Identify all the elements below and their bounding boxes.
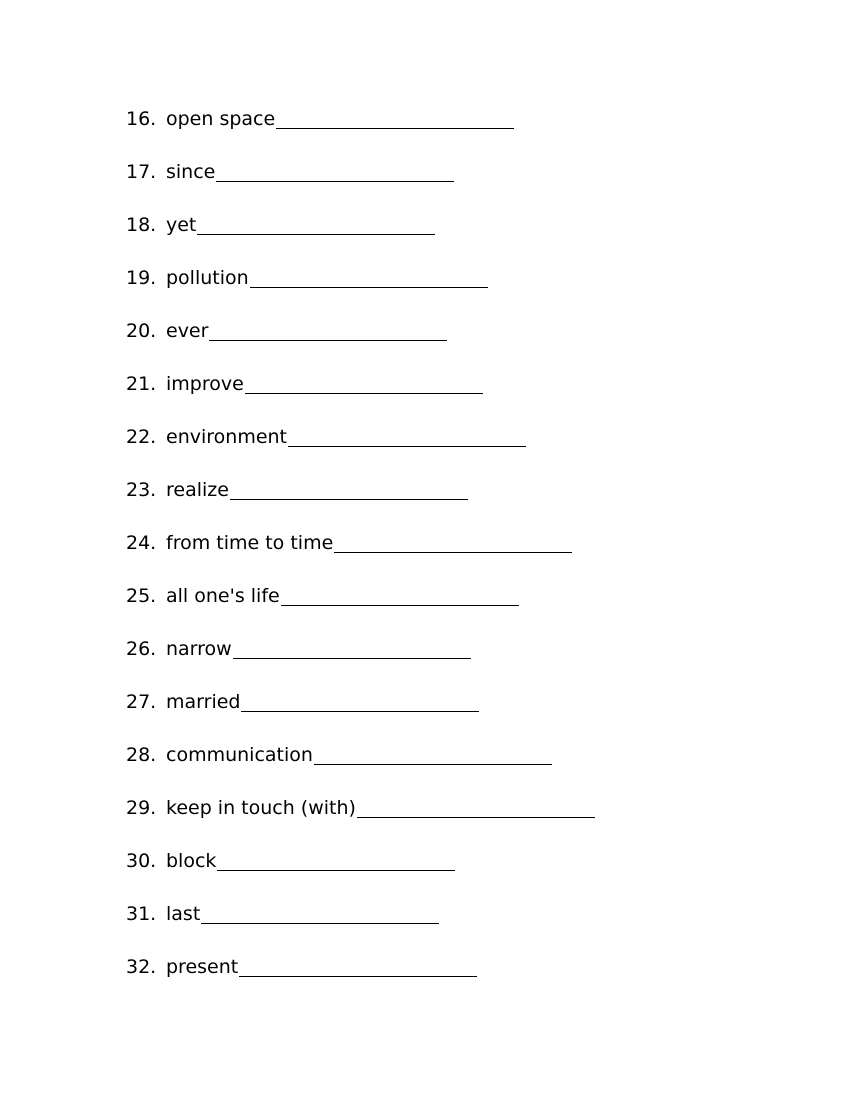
answer-blank[interactable]: [209, 314, 447, 341]
list-item: [126, 791, 595, 844]
item-term: present: [166, 956, 239, 978]
item-number: 30.: [126, 850, 157, 872]
item-number: 32.: [126, 956, 157, 978]
item-term: narrow: [166, 638, 232, 660]
item-term: open space: [166, 108, 276, 130]
list-item: [126, 314, 595, 367]
list-item: [126, 526, 595, 579]
item-term: married: [166, 691, 241, 713]
item-number: 24.: [126, 532, 157, 554]
list-item: [126, 102, 595, 155]
item-number: 19.: [126, 267, 157, 289]
answer-blank[interactable]: [245, 367, 483, 394]
item-term: environment: [166, 426, 288, 448]
item-number: 28.: [126, 744, 157, 766]
item-number: 25.: [126, 585, 157, 607]
answer-blank[interactable]: [217, 844, 455, 871]
answer-blank[interactable]: [276, 102, 514, 129]
item-number: 23.: [126, 479, 157, 501]
list-item: [126, 844, 595, 897]
item-term: block: [166, 850, 217, 872]
list-item: [126, 473, 595, 526]
item-term: yet: [166, 214, 197, 236]
list-item: [126, 208, 595, 261]
item-term: ever: [166, 320, 209, 342]
item-term: improve: [166, 373, 244, 395]
item-number: 21.: [126, 373, 157, 395]
item-term: pollution: [166, 267, 249, 289]
vocabulary-list: [126, 102, 595, 1003]
item-number: 26.: [126, 638, 157, 660]
answer-blank[interactable]: [197, 208, 435, 235]
item-number: 16.: [126, 108, 157, 130]
item-number: 29.: [126, 797, 157, 819]
item-term: last: [166, 903, 201, 925]
item-term: communication: [166, 744, 313, 766]
answer-blank[interactable]: [230, 473, 468, 500]
answer-blank[interactable]: [314, 738, 552, 765]
item-number: 17.: [126, 161, 157, 183]
item-number: 27.: [126, 691, 157, 713]
list-item: [126, 579, 595, 632]
answer-blank[interactable]: [357, 791, 595, 818]
list-item: [126, 632, 595, 685]
answer-blank[interactable]: [233, 632, 471, 659]
item-term: realize: [166, 479, 229, 501]
answer-blank[interactable]: [216, 155, 454, 182]
list-item: [126, 420, 595, 473]
answer-blank[interactable]: [241, 685, 479, 712]
list-item: [126, 261, 595, 314]
item-term: all one's life: [166, 585, 280, 607]
list-item: [126, 950, 595, 1003]
answer-blank[interactable]: [239, 950, 477, 977]
list-item: [126, 155, 595, 208]
item-number: 22.: [126, 426, 157, 448]
item-number: 18.: [126, 214, 157, 236]
answer-blank[interactable]: [281, 579, 519, 606]
item-term: since: [166, 161, 216, 183]
list-item: [126, 367, 595, 420]
list-item: [126, 685, 595, 738]
answer-blank[interactable]: [288, 420, 526, 447]
item-term: keep in touch (with): [166, 797, 356, 819]
list-item: [126, 738, 595, 791]
item-number: 20.: [126, 320, 157, 342]
answer-blank[interactable]: [250, 261, 488, 288]
answer-blank[interactable]: [201, 897, 439, 924]
item-term: from time to time: [166, 532, 334, 554]
item-number: 31.: [126, 903, 157, 925]
list-item: [126, 897, 595, 950]
answer-blank[interactable]: [334, 526, 572, 553]
